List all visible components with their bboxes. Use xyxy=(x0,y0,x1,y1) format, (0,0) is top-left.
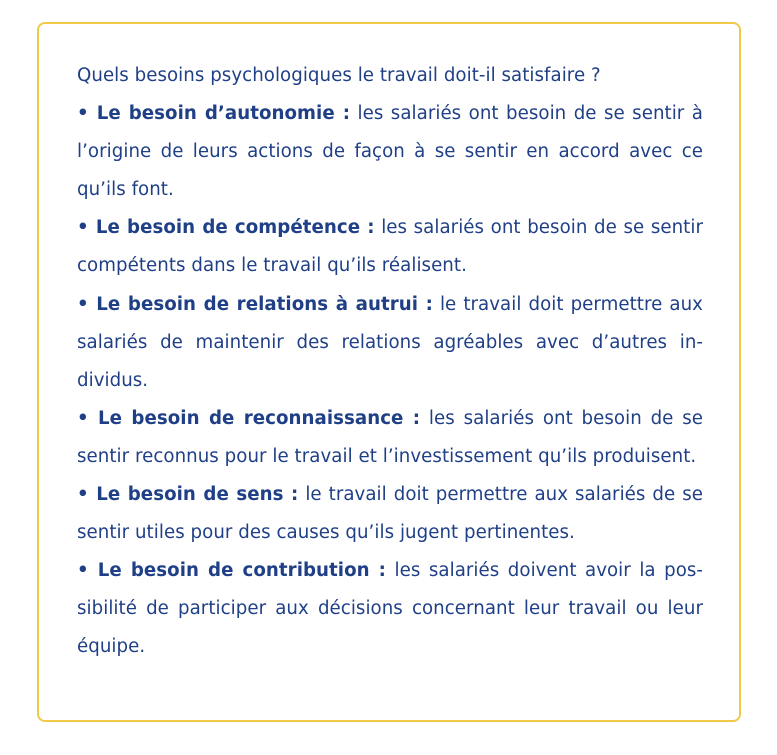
bullet: • xyxy=(77,560,89,582)
need-description: les salariés ont besoin de se sentir compétents dans le travail qu’ils réalisent. xyxy=(77,217,703,277)
info-box xyxy=(37,22,741,722)
need-item-autonomie xyxy=(77,95,703,209)
need-item-contribution xyxy=(77,552,703,666)
bullet: • xyxy=(77,407,89,429)
need-item-competence xyxy=(77,209,703,285)
bullet: • xyxy=(77,293,89,315)
bullet: • xyxy=(77,484,89,506)
need-description: les salariés doivent avoir la possibilité de participer aux décisions concernant leur travail ou leur équipe. xyxy=(77,560,703,658)
need-item-reconnaissance xyxy=(77,400,703,476)
need-title: Le besoin de compétence : xyxy=(95,217,375,239)
need-label-reconnaissance xyxy=(77,408,420,429)
need-item-relations xyxy=(77,286,703,400)
need-description: les salariés ont besoin de se sentir à l’origine de leurs actions de façon à se sentir en accord avec ce qu’ils font. xyxy=(77,103,703,201)
need-description: le travail doit permettre aux salariés de se sentir utiles pour des causes qu’ils jugent pertinentes. xyxy=(77,484,703,544)
need-title: Le besoin de contribution : xyxy=(97,560,386,582)
need-description: le travail doit permettre aux salariés de maintenir des relations agréables avec d’autres individus. xyxy=(77,293,703,391)
need-title: Le besoin de relations à autrui : xyxy=(96,293,433,315)
bullet: • xyxy=(77,217,89,239)
need-title: Le besoin de sens : xyxy=(96,484,299,506)
need-item-sens xyxy=(77,476,703,552)
need-title: Le besoin d’autonomie : xyxy=(96,103,351,125)
need-description: les salariés ont besoin de se sentir reconnus pour le travail et l’investissement qu’ils produisent. xyxy=(77,407,703,467)
info-content xyxy=(77,57,703,667)
need-label-sens xyxy=(77,484,298,505)
need-label-autonomie xyxy=(77,103,350,124)
need-title: Le besoin de reconnaissance : xyxy=(98,407,421,429)
bullet: • xyxy=(77,103,89,125)
intro-question: Quels besoins psychologiques le travail doit-il satisfaire ? xyxy=(77,65,601,86)
need-label-relations xyxy=(77,294,433,315)
need-label-competence xyxy=(77,217,375,238)
need-label-contribution xyxy=(77,560,386,581)
